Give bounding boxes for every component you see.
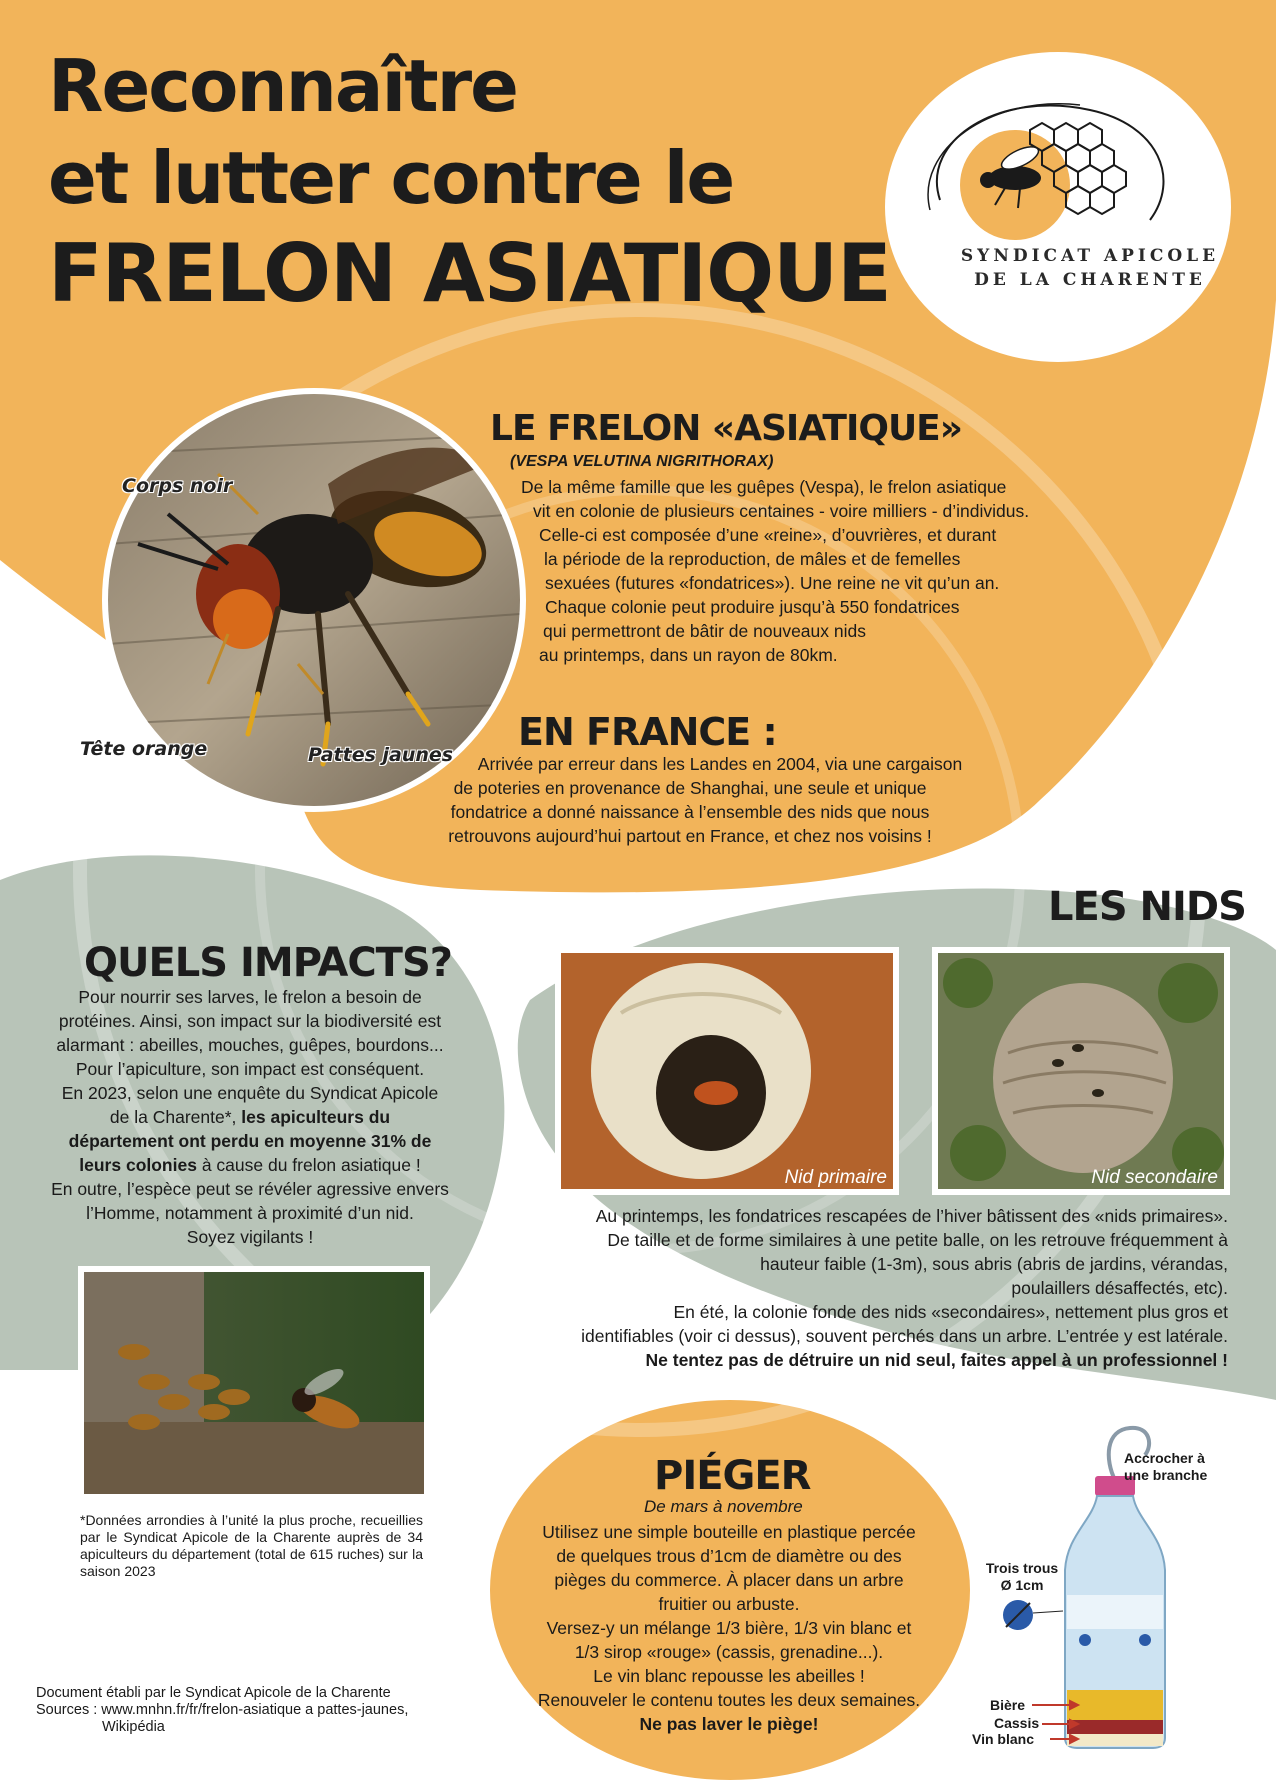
impacts-line: En outre, l’espèce peut se révéler agressive envers — [51, 1179, 449, 1199]
frelon-line: Celle-ci est composée d’une «reine», d’ouvrières, et durant — [539, 525, 997, 545]
page-title — [48, 40, 891, 324]
impacts-description — [40, 985, 460, 1249]
trap-holes-line-2: Ø 1cm — [1000, 1577, 1044, 1593]
trap-label-hang — [1124, 1450, 1207, 1484]
heading-impacts: QUELS IMPACTS? — [84, 940, 452, 986]
trap-hang-line-2: une branche — [1124, 1467, 1208, 1483]
pieger-line: Renouveler le contenu toutes les deux semaines. — [537, 1690, 921, 1710]
impacts-footnote: *Données arrondies à l’unité la plus proche, recueillies par le Syndicat Apicole de la Charente auprès de 34 apiculteurs du département (total de 615 ruches) sur la saison 2023 — [80, 1512, 423, 1579]
frelon-line: au printemps, dans un rayon de 80km. — [539, 645, 838, 665]
impacts-line: En 2023, selon une enquête du Syndicat Apicole — [61, 1083, 439, 1103]
france-line: fondatrice a donné naissance à l’ensemble des nids que nous — [450, 802, 930, 822]
nids-line: poulaillers désaffectés, etc). — [1011, 1278, 1228, 1298]
title-line-3: FRELON ASIATIQUE — [48, 227, 891, 320]
nids-description — [520, 1204, 1228, 1372]
footer-line-2: Sources : www.mnhn.fr/fr/frelon-asiatique a pattes-jaunes, — [36, 1702, 409, 1718]
impacts-line: alarmant : abeilles, mouches, guêpes, bourdons... — [56, 1035, 444, 1055]
nids-warning: Ne tentez pas de détruire un nid seul, faites appel à un professionnel ! — [645, 1350, 1228, 1370]
pieger-line: fruitier ou arbuste. — [658, 1594, 800, 1614]
frelon-line: qui permettront de bâtir de nouveaux nids — [543, 621, 866, 641]
trap-label-cassis: Cassis — [994, 1715, 1040, 1731]
impacts-bold-2: département ont perdu en moyenne 31% de — [68, 1131, 432, 1151]
nid-primaire-illustration — [561, 953, 893, 1189]
footer-line-3: Wikipédia — [102, 1719, 165, 1735]
france-line: Arrivée par erreur dans les Landes en 2004, via une cargaison — [477, 754, 963, 774]
frelon-line: la période de la reproduction, de mâles et de femelles — [544, 549, 961, 569]
impacts-line — [40, 1105, 460, 1129]
nids-line: hauteur faible (1-3m), sous abris (abris de jardins, vérandas, — [760, 1254, 1228, 1274]
pieger-description — [502, 1520, 956, 1736]
impacts-ref: de la Charente*, — [109, 1107, 237, 1127]
pieger-period: De mars à novembre — [644, 1497, 803, 1516]
bees-attack-photo — [78, 1266, 430, 1500]
trap-holes-line-1: Trois trous — [985, 1560, 1059, 1576]
impacts-line: l’Homme, notamment à proximité d’un nid. — [86, 1203, 414, 1223]
impacts-line — [40, 1153, 460, 1177]
caption-nid-secondaire: Nid secondaire — [1091, 1167, 1218, 1188]
pieger-line: Le vin blanc repousse les abeilles ! — [593, 1666, 865, 1686]
caption-nid-primaire: Nid primaire — [784, 1167, 887, 1188]
nid-primaire-photo — [555, 947, 899, 1195]
nids-line: identifiables (voir ci dessus), souvent perchés dans un arbre. L’entrée y est latérale. — [581, 1326, 1228, 1346]
logo-bee-honeycomb-icon — [920, 100, 1180, 250]
pieger-line: 1/3 sirop «rouge» (cassis, grenadine...). — [574, 1642, 884, 1662]
heading-pieger: PIÉGER — [654, 1453, 811, 1499]
france-description — [380, 752, 1000, 848]
france-line: de poteries en provenance de Shanghai, une seule et unique — [453, 778, 927, 798]
label-corps-noir: Corps noir — [122, 475, 233, 497]
title-line-1: Reconnaître — [48, 44, 517, 128]
logo-line-1: SYNDICAT APICOLE — [960, 246, 1220, 266]
pieger-line: pièges du commerce. À placer dans un arbre — [554, 1570, 904, 1590]
nids-line: En été, la colonie fonde des nids «secondaires», nettement plus gros et — [673, 1302, 1228, 1322]
impacts-bold-3: leurs colonies — [79, 1155, 197, 1175]
frelon-line: vit en colonie de plusieurs centaines - voire milliers - d’individus. — [533, 501, 1030, 521]
logo-line-2: DE LA CHARENTE — [974, 270, 1206, 290]
frelon-line: Chaque colonie peut produire jusqu’à 550 fondatrices — [545, 597, 960, 617]
pieger-line: de quelques trous d’1cm de diamètre ou des — [556, 1546, 902, 1566]
impacts-line: Pour l’apiculture, son impact est conséquent. — [75, 1059, 425, 1079]
heading-en-france: EN FRANCE : — [518, 710, 777, 754]
title-line-2: et lutter contre le — [48, 136, 734, 220]
impacts-bold-1: les apiculteurs du — [241, 1107, 391, 1127]
label-tete-orange: Tête orange — [80, 738, 208, 760]
frelon-line: sexuées (futures «fondatrices»). Une reine ne vit qu’un an. — [545, 573, 1000, 593]
heading-les-nids: LES NIDS — [1048, 884, 1246, 930]
france-line: retrouvons aujourd’hui partout en France, et chez nos voisins ! — [448, 826, 932, 846]
subheading-vespa: (VESPA VELUTINA NIGRITHORAX) — [510, 453, 774, 470]
impacts-line: Pour nourrir ses larves, le frelon a besoin de — [78, 987, 422, 1007]
impacts-line: protéines. Ainsi, son impact sur la biodiversité est — [58, 1011, 442, 1031]
pieger-warning: Ne pas laver le piège! — [639, 1714, 819, 1734]
hole-diagram-icon — [998, 1595, 1068, 1635]
trap-label-beer: Bière — [990, 1697, 1026, 1713]
trap-label-wine: Vin blanc — [972, 1731, 1034, 1747]
nids-line: Au printemps, les fondatrices rescapées de l’hiver bâtissent des «nids primaires». — [595, 1206, 1228, 1226]
nids-line: De taille et de forme similaires à une petite balle, on les retrouve fréquemment à — [607, 1230, 1228, 1250]
footer-line-1: Document établi par le Syndicat Apicole de la Charente — [36, 1685, 391, 1701]
trap-label-arrows — [1030, 1695, 1100, 1755]
nid-secondaire-illustration — [938, 953, 1224, 1189]
impacts-line: Soyez vigilants ! — [186, 1227, 314, 1247]
pieger-line: Versez-y un mélange 1/3 bière, 1/3 vin blanc et — [546, 1618, 912, 1638]
label-pattes-jaunes: Pattes jaunes — [308, 744, 454, 766]
nid-secondaire-photo — [932, 947, 1230, 1195]
frelon-description — [515, 475, 1029, 667]
bees-illustration — [84, 1272, 424, 1494]
trap-hang-line-1: Accrocher à — [1124, 1450, 1205, 1466]
footer-sources — [36, 1685, 408, 1736]
logo-text — [940, 244, 1240, 292]
frelon-line: De la même famille que les guêpes (Vespa), le frelon asiatique — [521, 477, 1007, 497]
heading-frelon: LE FRELON «ASIATIQUE» — [490, 408, 963, 449]
pieger-line: Utilisez une simple bouteille en plastique percée — [542, 1522, 916, 1542]
trap-label-holes — [978, 1560, 1066, 1594]
impacts-after-bold: à cause du frelon asiatique ! — [201, 1155, 421, 1175]
